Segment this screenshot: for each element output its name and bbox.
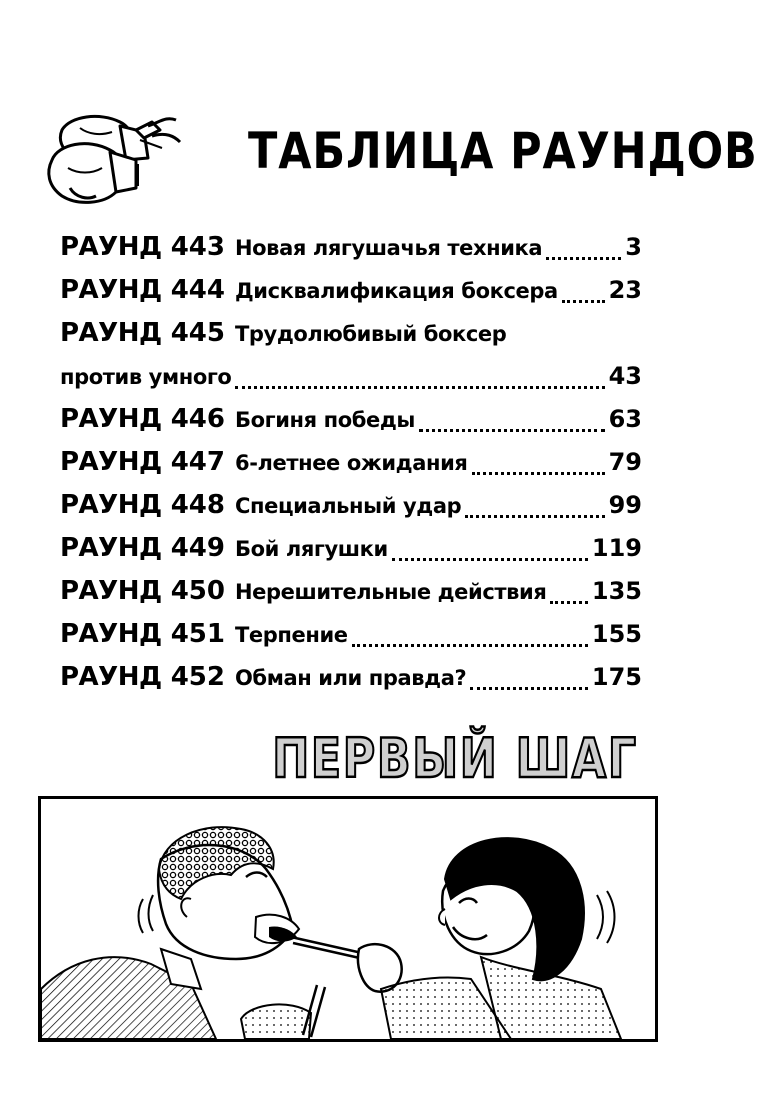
page-number: 155 — [591, 620, 642, 648]
round-label: РАУНД — [60, 447, 162, 477]
toc-row — [60, 484, 642, 527]
round-title: Специальный удар — [234, 494, 462, 518]
leader-dots — [562, 296, 605, 303]
round-title-continued: против умного — [60, 365, 232, 389]
page-number: 43 — [608, 362, 642, 390]
round-title: Трудолюбивый боксер — [234, 322, 507, 346]
round-number: 452 — [170, 662, 225, 692]
round-title: Бой лягушки — [234, 537, 388, 561]
rice-bowl — [241, 1004, 311, 1039]
leader-dots — [392, 554, 588, 561]
toc-row — [60, 269, 642, 312]
round-label: РАУНД — [60, 576, 162, 606]
round-label: РАУНД — [60, 275, 162, 305]
round-label: РАУНД — [60, 404, 162, 434]
leader-dots — [546, 253, 621, 260]
toc-row — [60, 527, 642, 570]
leader-dots — [470, 683, 588, 690]
round-number: 444 — [170, 275, 225, 305]
round-label: РАУНД — [60, 232, 162, 262]
leader-dots — [235, 382, 604, 389]
page-number: 119 — [591, 534, 642, 562]
round-title: Нерешительные действия — [234, 580, 547, 604]
round-title: Богиня победы — [234, 408, 416, 432]
illustration-panel — [38, 796, 658, 1042]
leader-dots — [550, 597, 587, 604]
round-label: РАУНД — [60, 619, 162, 649]
round-label: РАУНД — [60, 318, 162, 348]
round-title: 6-летнее ожидания — [234, 451, 468, 475]
round-title: Дисквалификация боксера — [234, 279, 558, 303]
page-number: 135 — [591, 577, 642, 605]
toc-row — [60, 613, 642, 656]
page-number: 79 — [608, 448, 642, 476]
boxing-gloves-icon — [40, 108, 200, 218]
series-logo: ПЕРВЫЙ ШАГ — [272, 727, 638, 790]
page-number: 175 — [591, 663, 642, 691]
page-number: 23 — [608, 276, 642, 304]
round-number: 443 — [170, 232, 225, 262]
round-title: Терпение — [234, 623, 348, 647]
leader-dots — [419, 425, 605, 432]
toc-list — [60, 226, 642, 699]
round-label: РАУНД — [60, 490, 162, 520]
toc-row-continued — [60, 355, 642, 398]
round-label: РАУНД — [60, 533, 162, 563]
leader-dots — [472, 468, 605, 475]
round-number: 450 — [170, 576, 225, 606]
toc-row — [60, 398, 642, 441]
round-number: 448 — [170, 490, 225, 520]
round-number: 451 — [170, 619, 225, 649]
page-number: 3 — [625, 233, 642, 261]
toc-row — [60, 441, 642, 484]
toc-row — [60, 226, 642, 269]
round-number: 445 — [170, 318, 225, 348]
page-title: ТАБЛИЦА РАУНДОВ — [248, 122, 758, 180]
round-number: 449 — [170, 533, 225, 563]
round-number: 446 — [170, 404, 225, 434]
header — [40, 108, 758, 218]
page-number: 99 — [608, 491, 642, 519]
round-title: Обман или правда? — [234, 666, 467, 690]
round-title: Новая лягушачья техника — [234, 236, 543, 260]
toc-row — [60, 312, 642, 355]
feeding-scene-illustration — [41, 799, 655, 1039]
toc-row — [60, 656, 642, 699]
toc-row — [60, 570, 642, 613]
leader-dots — [352, 640, 588, 647]
round-number: 447 — [170, 447, 225, 477]
page-number: 63 — [608, 405, 642, 433]
round-label: РАУНД — [60, 662, 162, 692]
leader-dots — [465, 511, 604, 518]
